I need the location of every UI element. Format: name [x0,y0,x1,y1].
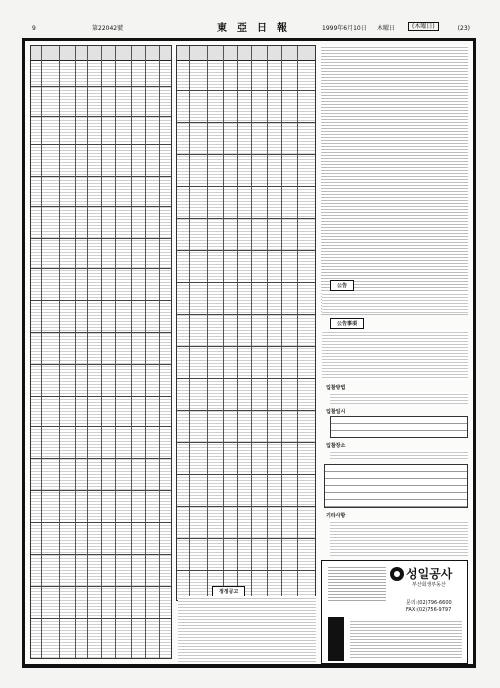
listing-table-middle [176,45,316,601]
correction-notice-title: 정정공고 [212,586,245,597]
table-header-middle [177,46,315,61]
correction-notice-body [178,596,316,662]
bid-place-body [330,450,468,460]
publication-date: 1999年6月10日 [322,25,367,32]
company-phone: 문의:(02)796-6600 [406,600,452,606]
property-summary-table [324,464,468,508]
notice-title-b: 公告事項 [330,318,364,329]
notice-title-a: 公告 [330,280,354,291]
ad-notes [328,565,386,603]
ad-side-tab [328,617,344,661]
page-header [22,22,476,36]
weekday: 木曜日 [377,25,396,32]
company-name: 성일공사 [406,567,453,581]
bid-schedule-table [330,416,468,438]
bottom-rule [22,666,476,668]
notice-b-body [322,330,468,380]
listing-table-left [30,45,172,659]
label-other: 기타사항 [326,513,346,519]
label-bid-method: 입찰방법 [326,385,346,391]
company-subtitle: 부산회생부동산 [412,582,446,588]
newspaper-title: 東亞日報 [217,23,297,34]
notice-a-body [322,292,468,314]
other-notes-body [330,520,468,556]
page-number-left: 9 [32,25,36,32]
company-advertisement [321,560,468,664]
label-bid-date: 입찰일시 [326,409,346,415]
issue-number: 第22042號 [92,25,124,32]
notice-text-right [321,45,468,315]
label-bid-place: 입찰장소 [326,443,346,449]
weekday-stamp: (木曜日) [408,22,439,31]
bid-method-body [330,392,468,404]
company-logo-icon [390,567,404,581]
ad-notice-text [350,619,462,659]
company-fax: FAX:(02)756-9797 [406,607,452,613]
page-number-right: (23) [457,25,470,32]
